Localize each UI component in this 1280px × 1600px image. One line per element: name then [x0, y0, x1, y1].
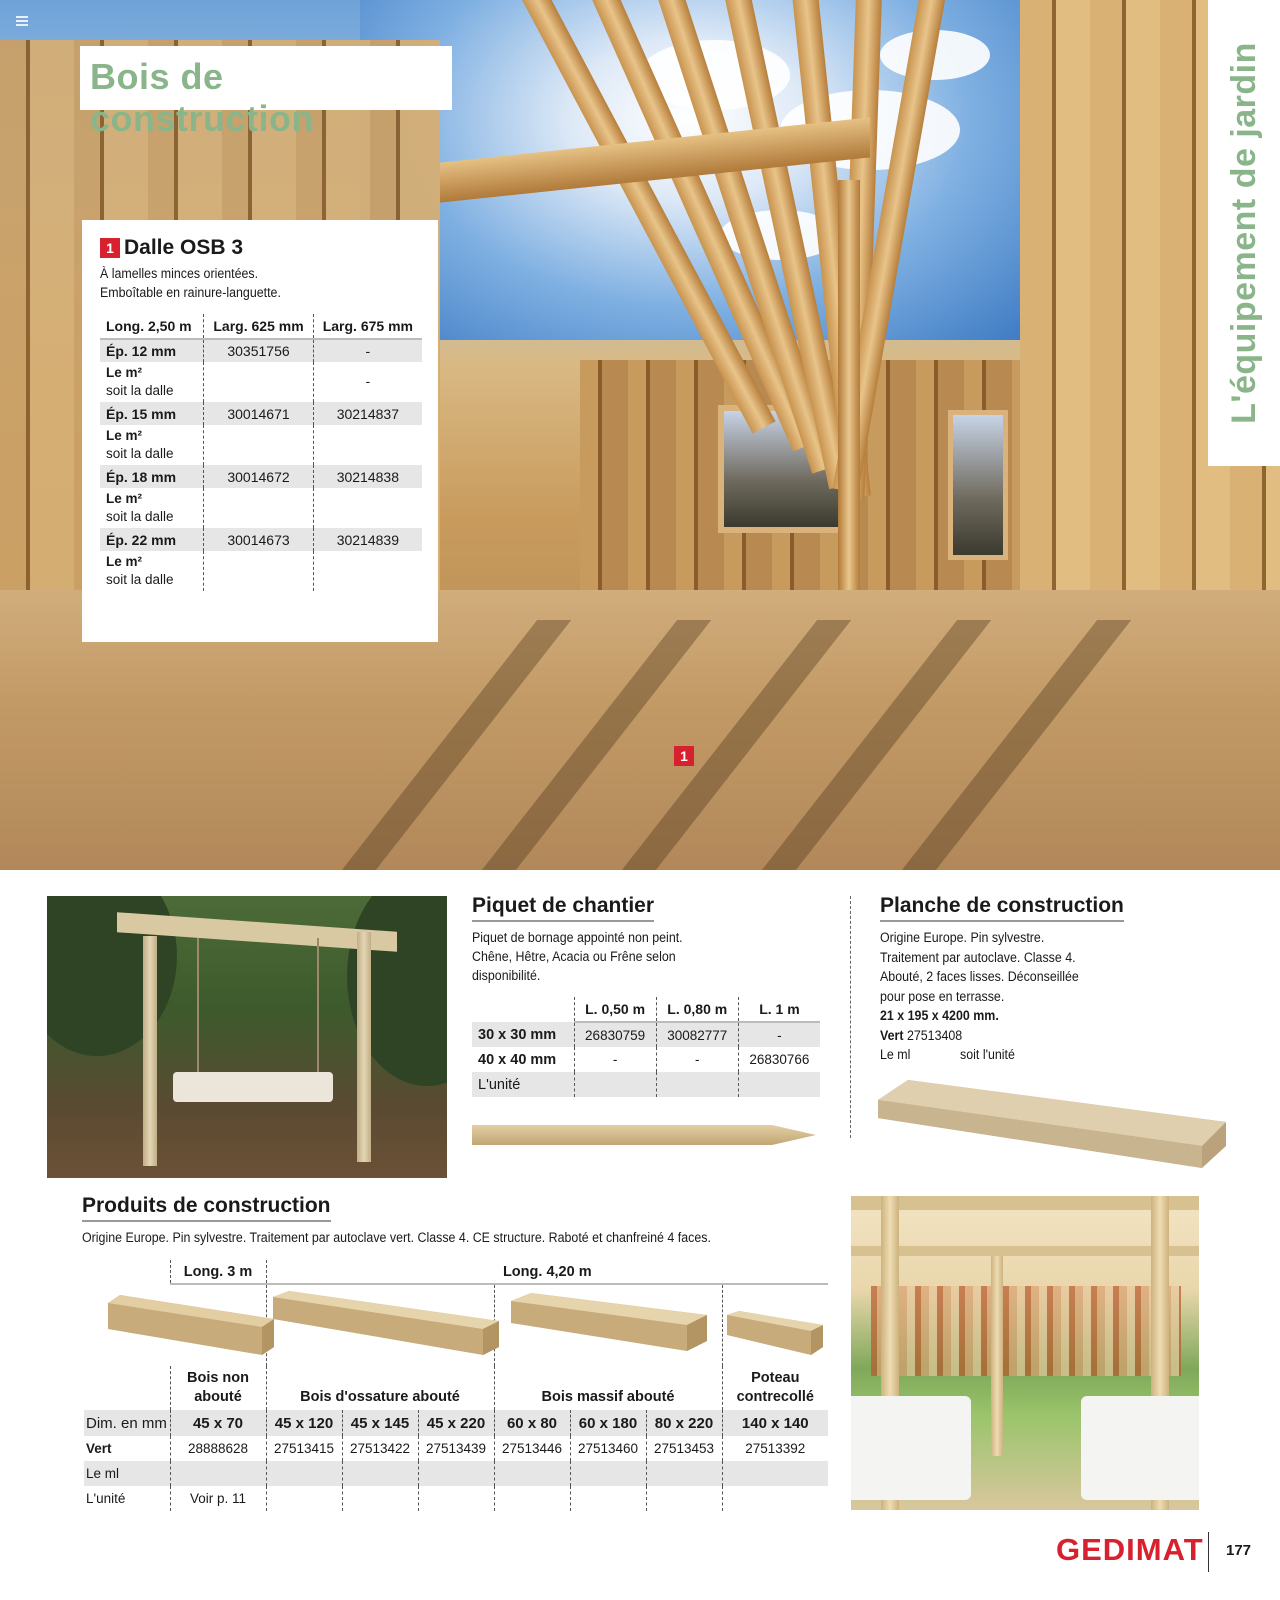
- table-row: [84, 1436, 828, 1461]
- piquet-ref: -: [738, 1022, 820, 1047]
- ref-value: 27513392: [722, 1436, 828, 1461]
- table-row: [100, 551, 422, 591]
- menu-icon[interactable]: [16, 16, 28, 26]
- osb-col-header: Larg. 675 mm: [313, 314, 422, 339]
- table-row: [472, 1072, 820, 1097]
- pergola-post: [143, 936, 157, 1166]
- swing-bed: [173, 1072, 333, 1102]
- table-row: [84, 1461, 828, 1486]
- piquet-price: [574, 1072, 656, 1097]
- price-cell: [494, 1486, 570, 1511]
- piquet-col-header: L. 0,50 m: [574, 997, 656, 1022]
- price-cell: [170, 1461, 266, 1486]
- dim-value: 80 x 220: [646, 1410, 722, 1436]
- table-row: [472, 1022, 820, 1047]
- table-row: [100, 339, 422, 362]
- ref-value: 27513446: [494, 1436, 570, 1461]
- osb-col-header: Long. 2,50 m: [100, 314, 204, 339]
- planche-ref-line: [880, 1026, 1211, 1046]
- piquet-section: [472, 894, 824, 1097]
- price-cell: [342, 1486, 418, 1511]
- poteau-name: Poteau contrecollé: [722, 1366, 828, 1410]
- page-title: Bois de construction: [90, 56, 315, 139]
- osb-title: Dalle OSB 3: [124, 236, 244, 259]
- planche-desc-line: pour pose en terrasse.: [880, 988, 1005, 1004]
- planche-desc-line: Abouté, 2 faces lisses. Déconseillée: [880, 969, 1079, 984]
- ref-625: 30014673: [204, 528, 313, 551]
- gedimat-logo: GEDIMAT: [1056, 1532, 1204, 1567]
- price-625: [204, 425, 313, 465]
- bois-image: [106, 1295, 276, 1355]
- piquet-title: Piquet de chantier: [472, 894, 654, 922]
- piquet-ref: -: [656, 1047, 738, 1072]
- piquet-col-header: L. 1 m: [738, 997, 820, 1022]
- page-number: 177: [1226, 1542, 1252, 1559]
- empty-cell: [84, 1366, 170, 1410]
- ref-value: 28888628: [170, 1436, 266, 1461]
- piquet-dim: 30 x 30 mm: [472, 1022, 574, 1047]
- ossature-image-cell: [266, 1284, 494, 1366]
- voir-page: Voir p. 11: [170, 1486, 266, 1511]
- bois-name: Bois non abouté: [170, 1366, 266, 1410]
- planche-image: [872, 1080, 1232, 1170]
- osb-badge: 1: [100, 238, 120, 258]
- rope: [317, 938, 319, 1074]
- side-tab-label: L'équipement de jardin: [1225, 42, 1263, 424]
- price-cell: [570, 1486, 646, 1511]
- dim-value: 60 x 80: [494, 1410, 570, 1436]
- bois-image-cell: [170, 1284, 266, 1366]
- dim-value: 45 x 120: [266, 1410, 342, 1436]
- dalle-label: soit la dalle: [106, 509, 174, 524]
- price-label: [100, 551, 204, 591]
- dim-value: 140 x 140: [722, 1410, 828, 1436]
- rope: [197, 938, 199, 1074]
- price-cell: [570, 1461, 646, 1486]
- table-row: [100, 402, 422, 425]
- osb-card: [82, 220, 438, 642]
- roof-beam: [851, 1196, 1199, 1210]
- piquet-price: [656, 1072, 738, 1097]
- dalle-label: soit la dalle: [106, 383, 174, 398]
- length-header-row: [84, 1260, 828, 1284]
- product-names-row: [84, 1366, 828, 1410]
- roof-beam: [851, 1246, 1199, 1256]
- price-label: [100, 425, 204, 465]
- planche-title: Planche de construction: [880, 894, 1124, 922]
- ref-value: 27513439: [418, 1436, 494, 1461]
- vert-label: Vert: [86, 1441, 112, 1456]
- price-625: [204, 488, 313, 528]
- massif-image: [509, 1293, 709, 1353]
- produits-section: [82, 1194, 842, 1247]
- thickness-label: Ép. 15 mm: [100, 402, 204, 425]
- m2-label: Le m²: [106, 428, 143, 443]
- price-cell: [494, 1461, 570, 1486]
- swing-bed-photo: [47, 896, 447, 1178]
- pergola-post: [357, 932, 371, 1162]
- ref-625: 30351756: [204, 339, 313, 362]
- produits-title: Produits de construction: [82, 1194, 331, 1222]
- planche-unit-label: soit l'unité: [960, 1047, 1015, 1062]
- ref-value: 27513453: [646, 1436, 722, 1461]
- piquet-ref: 26830766: [738, 1047, 820, 1072]
- piquet-desc-line: disponibilité.: [472, 968, 541, 983]
- gazebo-post: [991, 1256, 1003, 1456]
- thickness-label: Ép. 12 mm: [100, 339, 204, 362]
- bench-cushion: [1081, 1396, 1199, 1500]
- m2-label: Le m²: [106, 491, 143, 506]
- osb-description: [100, 264, 394, 302]
- planche-desc-line: Traitement par autoclave. Classe 4.: [880, 949, 1076, 965]
- background-trees: [871, 1286, 1181, 1376]
- produits-description: Origine Europe. Pin sylvestre. Traitement par autoclave vert. Classe 4. CE structure. Raboté et chanfreiné 4 faces.: [82, 1230, 711, 1245]
- planche-section: [880, 894, 1240, 1065]
- planche-price-line: [880, 1045, 1211, 1065]
- dim-value: 45 x 145: [342, 1410, 418, 1436]
- table-row: [84, 1410, 828, 1436]
- price-675: -: [313, 362, 422, 402]
- osb-heading: [100, 236, 420, 260]
- m2-label: Le m²: [106, 365, 143, 380]
- dim-value: 45 x 70: [170, 1410, 266, 1436]
- thickness-label: Ép. 22 mm: [100, 528, 204, 551]
- price-cell: [722, 1461, 828, 1486]
- ref-675: 30214837: [313, 402, 422, 425]
- massif-image-cell: [494, 1284, 722, 1366]
- length-420-header: Long. 4,20 m: [266, 1260, 828, 1284]
- price-625: [204, 551, 313, 591]
- piquet-table-header: [472, 997, 820, 1022]
- table-row: [100, 465, 422, 488]
- piquet-table: [472, 997, 820, 1097]
- product-images-row: [84, 1284, 828, 1366]
- table-row: [100, 488, 422, 528]
- massif-name: Bois massif abouté: [494, 1366, 722, 1410]
- poteau-image: [725, 1311, 825, 1355]
- ref-value: 27513460: [570, 1436, 646, 1461]
- price-675: [313, 425, 422, 465]
- table-row: [100, 528, 422, 551]
- ref-625: 30014672: [204, 465, 313, 488]
- hero-badge: 1: [674, 746, 694, 766]
- ref-675: -: [313, 339, 422, 362]
- price-cell: [342, 1461, 418, 1486]
- unite-label: L'unité: [86, 1491, 126, 1506]
- osb-table-header: [100, 314, 422, 339]
- osb-desc-line: Emboîtable en rainure-languette.: [100, 285, 281, 300]
- piquet-col-header: [472, 997, 574, 1022]
- osb-col-header: Larg. 625 mm: [204, 314, 313, 339]
- ref-value: 27513422: [342, 1436, 418, 1461]
- piquet-ref: 30082777: [656, 1022, 738, 1047]
- produits-table: [84, 1260, 828, 1511]
- planche-dims: 21 x 195 x 4200 mm.: [880, 1008, 999, 1023]
- piquet-ref: 26830759: [574, 1022, 656, 1047]
- table-row: [100, 425, 422, 465]
- thickness-label: Ép. 18 mm: [100, 465, 204, 488]
- piquet-unit-label: L'unité: [472, 1072, 574, 1097]
- osb-table: [100, 314, 422, 591]
- dalle-label: soit la dalle: [106, 572, 174, 587]
- bench-cushion: [851, 1396, 971, 1500]
- dim-value: 45 x 220: [418, 1410, 494, 1436]
- price-cell: [646, 1461, 722, 1486]
- planche-description: [880, 928, 1211, 1065]
- ref-675: 30214838: [313, 465, 422, 488]
- price-675: [313, 488, 422, 528]
- table-row: [84, 1486, 828, 1511]
- piquet-desc-line: Piquet de bornage appointé non peint.: [472, 930, 683, 945]
- price-625: [204, 362, 313, 402]
- planche-desc-line: Origine Europe. Pin sylvestre.: [880, 930, 1045, 945]
- length-3m-header: Long. 3 m: [170, 1260, 266, 1284]
- m2-label: Le m²: [106, 554, 143, 569]
- dim-value: 60 x 180: [570, 1410, 646, 1436]
- ref-675: 30214839: [313, 528, 422, 551]
- piquet-price: [738, 1072, 820, 1097]
- divider: [850, 896, 851, 1138]
- planche-ref: 27513408: [906, 1027, 963, 1043]
- dim-label: Dim. en mm: [84, 1410, 170, 1436]
- side-tab: [1208, 0, 1280, 466]
- piquet-desc-line: Chêne, Hêtre, Acacia ou Frêne selon: [472, 949, 676, 964]
- gazebo-photo: [851, 1196, 1199, 1510]
- title-box: [80, 46, 452, 139]
- price-cell: [266, 1486, 342, 1511]
- dalle-label: soit la dalle: [106, 446, 174, 461]
- planche-vert-label: Vert: [880, 1027, 904, 1043]
- price-label: [100, 362, 204, 402]
- ml-label: Le ml: [84, 1461, 170, 1486]
- ref-625: 30014671: [204, 402, 313, 425]
- osb-desc-line: À lamelles minces orientées.: [100, 266, 259, 281]
- window: [948, 410, 1008, 560]
- price-cell: [266, 1461, 342, 1486]
- table-row: [472, 1047, 820, 1072]
- piquet-col-header: L. 0,80 m: [656, 997, 738, 1022]
- price-cell: [418, 1486, 494, 1511]
- piquet-description: [472, 928, 796, 985]
- ref-value: 27513415: [266, 1436, 342, 1461]
- empty-cell: [84, 1260, 170, 1284]
- price-label: [100, 488, 204, 528]
- price-675: [313, 551, 422, 591]
- ossature-name: Bois d'ossature abouté: [266, 1366, 494, 1410]
- poteau-image-cell: [722, 1284, 828, 1366]
- stake-image: [472, 1122, 816, 1148]
- piquet-dim: 40 x 40 mm: [478, 1051, 557, 1068]
- post: [838, 180, 860, 660]
- table-row: [100, 362, 422, 402]
- price-cell: [646, 1486, 722, 1511]
- price-cell: [418, 1461, 494, 1486]
- divider: [1208, 1532, 1209, 1572]
- piquet-ref: -: [574, 1047, 656, 1072]
- price-cell: [722, 1486, 828, 1511]
- planche-ml-label: Le ml: [880, 1047, 911, 1062]
- ossature-image: [271, 1291, 501, 1355]
